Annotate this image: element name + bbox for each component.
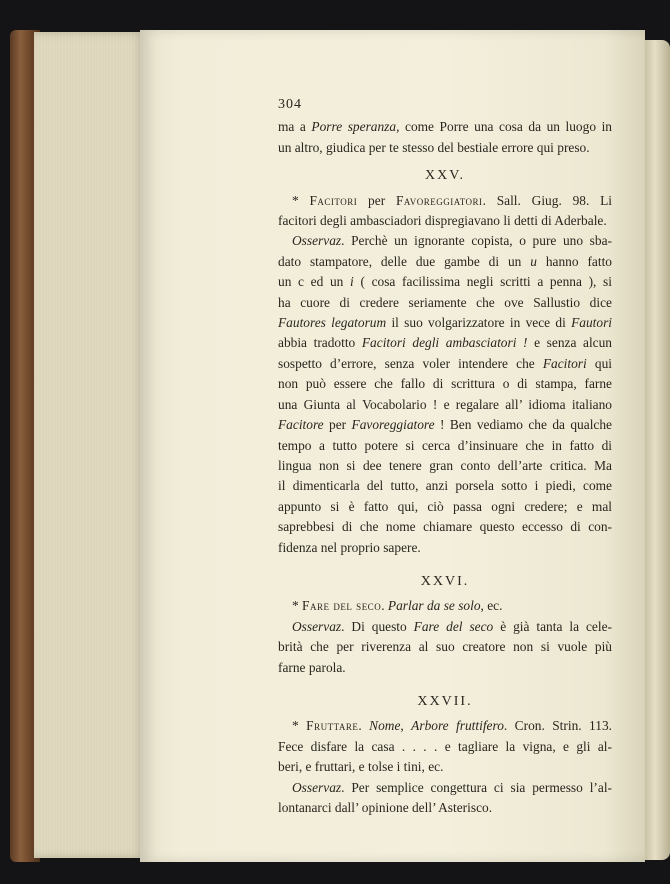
note-line: lingua non si dee tenere gran conto dell’arte critica. Ma	[278, 457, 612, 473]
entry-line: facitori degli ambasciadori dispregiavano li detti di Aderbale.	[278, 213, 607, 229]
page-number: 304	[278, 97, 302, 112]
text-line: ma a Porre speranza, come Porre una cosa da un luogo in	[278, 119, 612, 135]
entry-line: * Facitori per Favoreggiatori. Sall. Giug. 98. Li	[292, 192, 612, 208]
note-line: saprebbesi di che nome chiamare questo eccesso di con-	[278, 519, 612, 535]
entry-line: Fece disfare la casa . . . . e tagliare la vigna, e gli al-	[278, 738, 612, 754]
note-line: dato stampatore, delle due gambe di un u hanno fatto	[278, 253, 612, 269]
note-line: Osservaz. Di questo Fare del seco è già tanta la cele-	[292, 618, 612, 634]
note-line: abbia tradotto Facitori degli ambasciatori ! e senza alcun	[278, 335, 613, 351]
section-heading-xxv: XXV.	[424, 168, 466, 184]
note-line: brità che per riverenza al suo creatore non si vuole più	[278, 639, 612, 655]
note-line: fidenza nel proprio sapere.	[278, 539, 421, 555]
note-line: sospetto d’errore, senza voler intendere che Facitori qui	[278, 355, 612, 371]
entry-line: beri, e fruttari, e tolse i tini, ec.	[278, 759, 444, 775]
note-line: Facitore per Favoreggiatore ! Ben vediamo che da qualche	[278, 417, 612, 433]
facing-page-edge	[645, 40, 670, 860]
note-line: farne parola.	[278, 659, 346, 675]
note-line: ha cuore di credere seriamente che ove Sallustio dice	[278, 294, 612, 310]
note-line: Fautores legatorum il suo volgarizzatore in vece di Fautori	[278, 315, 613, 331]
page-stack-edges	[34, 32, 146, 858]
note-line: appunto si è fatto qui, ciò passa ogni credere; e mal	[278, 498, 612, 514]
entry-line: * Fruttare. Nome, Arbore fruttifero. Cron. Strin. 113.	[292, 718, 612, 734]
note-line: Osservaz. Perchè un ignorante copista, o pure uno sba-	[292, 233, 612, 249]
entry-line: * Fare del seco. Parlar da se solo, ec.	[292, 598, 503, 614]
text-line: un altro, giudica per te stesso del bestiale errore qui preso.	[278, 139, 590, 155]
note-line: il dimenticarla del tutto, anzi porsela sotto i piedi, come	[278, 478, 612, 494]
note-line: Osservaz. Per semplice congettura ci sia permesso l’al-	[292, 779, 612, 795]
note-line: tempo a tutto potere si cerca d’insinuare che in fatto di	[278, 437, 612, 453]
note-line: una Giunta al Vocabolario ! e regalare all’ idioma italiano	[278, 396, 612, 412]
section-heading-xxvi: XXVI.	[420, 573, 470, 589]
note-line: non può essere che fallo di scrittura o di stampa, farne	[278, 376, 612, 392]
section-heading-xxvii: XXVII.	[417, 693, 473, 709]
note-line: lontanarci dall’ opinione dell’ Asterisco.	[278, 800, 493, 815]
note-line: un c ed un i ( cosa facilissima negli scritti a penna ), si	[278, 274, 612, 290]
page-text	[278, 95, 612, 818]
